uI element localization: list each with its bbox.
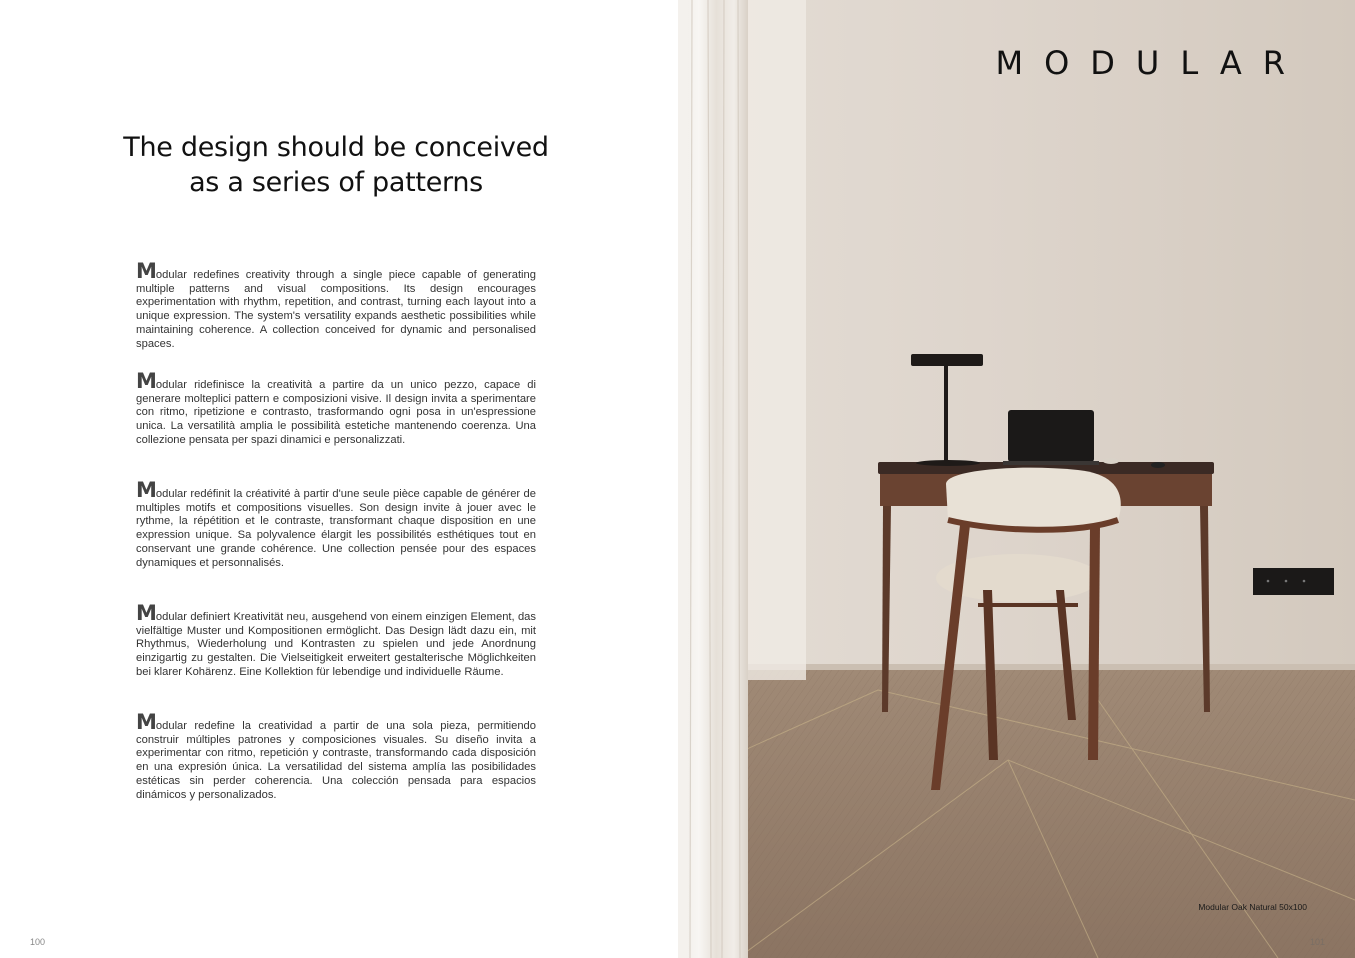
headline-line-2: as a series of patterns [189, 167, 483, 198]
paragraph-text: odular redéfinit la créativité à partir d'une seule pièce capable de générer de multiples motifs et compositions visuelles. Son design invite à jouer avec le rythme, la répétition et le contraste, transformant chaque disposition en une expression unique. Sa polyvalence élargit les possibilités esthétiques tout en conservant une grande cohérence. Une collection pensée pour des espaces dynamiques et personnalisés. [136, 488, 536, 569]
headline-line-1: The design should be conceived [123, 132, 549, 163]
laptop [1008, 410, 1094, 462]
drop-cap: M [136, 601, 156, 625]
photo-caption: Modular Oak Natural 50x100 [1198, 902, 1307, 912]
headline [120, 130, 552, 200]
page-number-right: 101 [1309, 937, 1325, 947]
right-page-photo [678, 0, 1355, 958]
paragraph-es [136, 710, 536, 802]
brand-logo: MODULAR [995, 44, 1306, 82]
drop-cap: M [136, 478, 156, 502]
paragraph-text: odular redefines creativity through a single piece capable of generating multiple patterns and visual compositions. Its design encourages experimentation with rhythm, repetition, and contrast, turning each layout into a unique expression. The system's versatility expands aesthetic possibilities while maintaining coherence. A collection conceived for dynamic and personalised spaces. [136, 269, 536, 350]
paragraph-it [136, 369, 536, 448]
paragraph-de [136, 601, 536, 680]
curtain-sheer [748, 0, 806, 680]
paragraph-fr [136, 478, 536, 570]
paragraph-text: odular ridefinisce la creatività a partire da un unico pezzo, capace di generare molteplici pattern e composizioni visive. Il design invita a sperimentare con ritmo, ripetizione e contrasto, trasformando ogni posa in un'espressione unica. La versatilità amplia le possibilità estetiche mantenendo coerenza. Una collezione pensata per spazi dinamici e personalizzati. [136, 379, 536, 446]
paragraph-en [136, 259, 536, 351]
drop-cap: M [136, 369, 156, 393]
drop-cap: M [136, 259, 156, 283]
room-photo [678, 0, 1355, 958]
page-number-left: 100 [30, 937, 46, 947]
desk-lamp [911, 354, 983, 366]
drop-cap: M [136, 710, 156, 734]
wall-switch [1253, 568, 1334, 595]
chair-backrest [946, 468, 1121, 528]
curtain [678, 0, 748, 958]
chair-leg [1088, 525, 1100, 760]
paragraph-text: odular definiert Kreativität neu, ausgehend von einem einzigen Element, das vielfältige Muster und Kompositionen ermöglicht. Das Design lädt dazu ein, mit Rhythmus, Wiederholung und Kontrasten zu spielen und jede Anordnung einzigartig zu gestalten. Die Vielseitigkeit erweitert gestalterische Möglichkeiten bei klarer Kohärenz. Eine Kollektion für lebendige und individuelle Räume. [136, 611, 536, 678]
paragraph-text: odular redefine la creatividad a partir de una sola pieza, permitiendo construir múltiples patrones y composiciones visuales. Su diseño invita a experimentar con ritmo, repetición y contraste, transformando cada disposición en una expresión única. La versatilidad del sistema amplía las posibilidades estéticas sin perder coherencia. Una colección pensada para espacios dinámicos y personalizados. [136, 720, 536, 801]
